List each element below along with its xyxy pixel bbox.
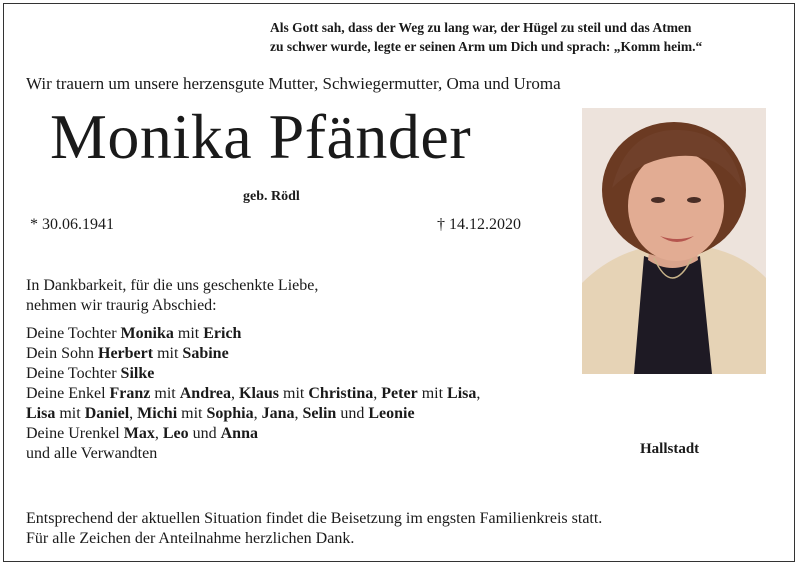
family-line-daughter2: Deine Tochter Silke [26,365,155,382]
maiden-name: geb. Rödl [243,189,300,204]
family-line-grandchildren: Deine Enkel Franz mit Andrea, Klaus mit Christina, Peter mit Lisa, [26,385,481,402]
family-line-daughter: Deine Tochter Monika mit Erich [26,325,242,342]
intro-text: Wir trauern um unsere herzensgute Mutter, Schwiegermutter, Oma und Uroma [26,74,561,93]
quote-line: zu schwer wurde, legte er seinen Arm um Dich und sprach: „Komm heim.“ [270,39,703,54]
gratitude-text [26,276,318,316]
memorial-quote [270,18,770,56]
gratitude-line: nehmen wir traurig Abschied: [26,297,217,314]
quote-line: Als Gott sah, dass der Weg zu lang war, der Hügel zu steil und das Atmen [270,20,692,35]
portrait-photo [582,108,766,374]
death-date: † 14.12.2020 [437,216,521,233]
family-line-son: Dein Sohn Herbert mit Sabine [26,345,229,362]
family-line-grandchildren-cont: Lisa mit Daniel, Michi mit Sophia, Jana, Selin und Leonie [26,405,415,422]
family-line-great-grandchildren: Deine Urenkel Max, Leo und Anna [26,425,258,442]
family-list [26,324,566,464]
closing-line: Für alle Zeichen der Anteilnahme herzlichen Dank. [26,530,355,547]
gratitude-line: In Dankbarkeit, für die uns geschenkte Liebe, [26,277,319,294]
closing-line: Entsprechend der aktuellen Situation findet die Beisetzung im engsten Familienkreis statt. [26,510,603,527]
portrait-illustration [582,108,766,374]
place-name: Hallstadt [640,441,700,457]
birth-date: * 30.06.1941 [30,216,114,233]
deceased-name: Monika Pfänder [50,101,472,172]
family-line-relatives: und alle Verwandten [26,445,158,462]
closing-text [26,509,602,549]
